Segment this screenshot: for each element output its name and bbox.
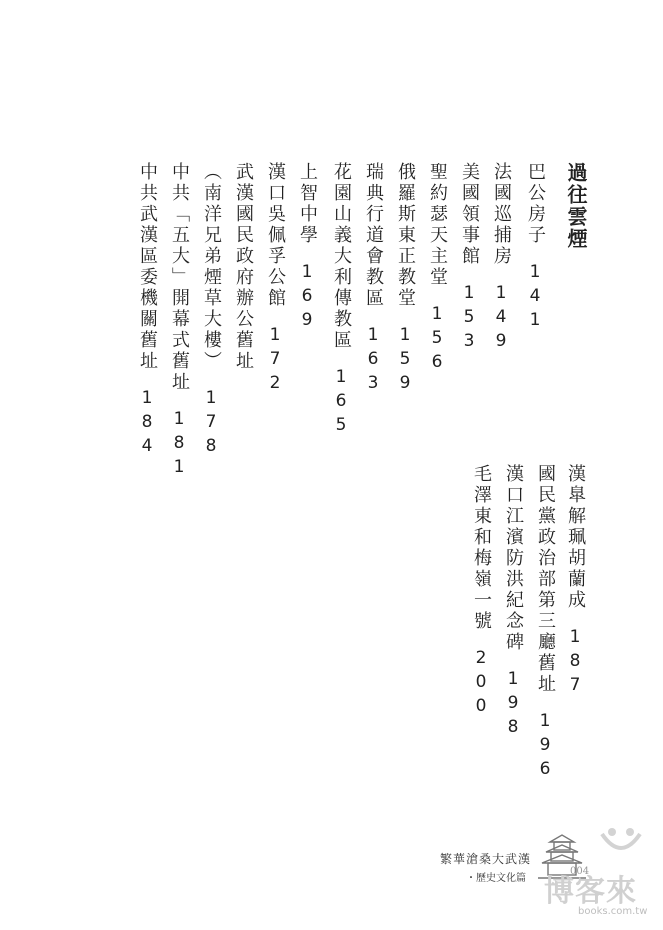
- toc-entry-title: 武漢國民政府辦公舊址: [233, 162, 254, 372]
- watermark-url: books.com.tw: [578, 906, 648, 917]
- toc-entry-title: 俄羅斯東正教堂: [395, 162, 416, 309]
- toc-entry[interactable]: [504, 464, 522, 741]
- toc-entry[interactable]: [460, 162, 478, 355]
- toc-entry[interactable]: [492, 162, 510, 355]
- toc-entry[interactable]: [428, 162, 446, 376]
- toc-entry-page: 172: [265, 325, 285, 397]
- toc-entry[interactable]: [526, 162, 544, 334]
- toc-entry-page: 196: [535, 711, 555, 783]
- toc-entry-page: 178: [201, 388, 221, 460]
- toc-entry-title: 漢口江濱防洪紀念碑: [503, 464, 524, 653]
- book-subtitle: ・歷史文化篇: [466, 873, 526, 884]
- toc-entry-title: 漢臯解珮胡蘭成: [565, 464, 586, 611]
- toc-entry-title: 瑞典行道會教區: [363, 162, 384, 309]
- toc-entry[interactable]: [138, 162, 156, 460]
- page-number: 004: [570, 866, 590, 877]
- toc-entry-page: 141: [525, 262, 545, 334]
- toc-entry-title: 美國領事館: [459, 162, 480, 267]
- toc-entry-title: 法國巡捕房: [491, 162, 512, 267]
- section-title: 過往雲煙: [564, 162, 588, 250]
- toc-entry-title: 巴公房子: [525, 162, 546, 246]
- toc-entry-title: 中共武漢區委機關舊址: [137, 162, 158, 372]
- toc-entry-title: 國民黨政治部第三廳舊址: [535, 464, 556, 695]
- book-title: 繁華滄桑大武漢: [440, 852, 532, 866]
- page-footer: [440, 850, 590, 884]
- toc-entry-page: 169: [297, 262, 317, 334]
- toc-entry-title: 花園山義大利傳教區: [331, 162, 352, 351]
- toc-entry[interactable]: [202, 162, 220, 460]
- toc-entry[interactable]: [266, 162, 284, 397]
- toc-entry-title: 毛澤東和梅嶺一號: [471, 464, 492, 632]
- toc-entry-page: 184: [137, 388, 157, 460]
- toc-entry-title: 聖約瑟天主堂: [427, 162, 448, 288]
- toc-entry-page: 198: [503, 669, 523, 741]
- toc-entry[interactable]: [472, 464, 490, 720]
- toc-entry[interactable]: [234, 162, 252, 372]
- toc-entry[interactable]: [298, 162, 316, 334]
- toc-entry-title: （南洋兄弟煙草大樓）: [201, 162, 222, 372]
- toc-entry-page: 159: [395, 325, 415, 397]
- toc-entry[interactable]: [536, 464, 554, 783]
- toc-entry-page: 187: [565, 627, 585, 699]
- toc-entry-page: 163: [363, 325, 383, 397]
- watermark-brand: 博客來: [544, 874, 637, 909]
- toc-entry-page: 149: [491, 283, 511, 355]
- toc-entry-page: 200: [471, 648, 491, 720]
- toc-entry[interactable]: [170, 162, 188, 481]
- toc-entry-page: 165: [331, 367, 351, 439]
- toc-entry-title: 漢口吳佩孚公館: [265, 162, 286, 309]
- toc-entry-page: 181: [169, 409, 189, 481]
- toc-entry-page: 153: [459, 283, 479, 355]
- toc-entry[interactable]: [566, 464, 584, 699]
- bookstore-logo-icon: [598, 826, 644, 862]
- toc-entry[interactable]: [364, 162, 382, 397]
- toc-entry-title: 中共「五大」開幕式舊址: [169, 162, 190, 393]
- toc-entry-title: 上智中學: [297, 162, 318, 246]
- toc-entry[interactable]: [332, 162, 350, 439]
- toc-entry[interactable]: [396, 162, 414, 397]
- toc-entry-page: 156: [427, 304, 447, 376]
